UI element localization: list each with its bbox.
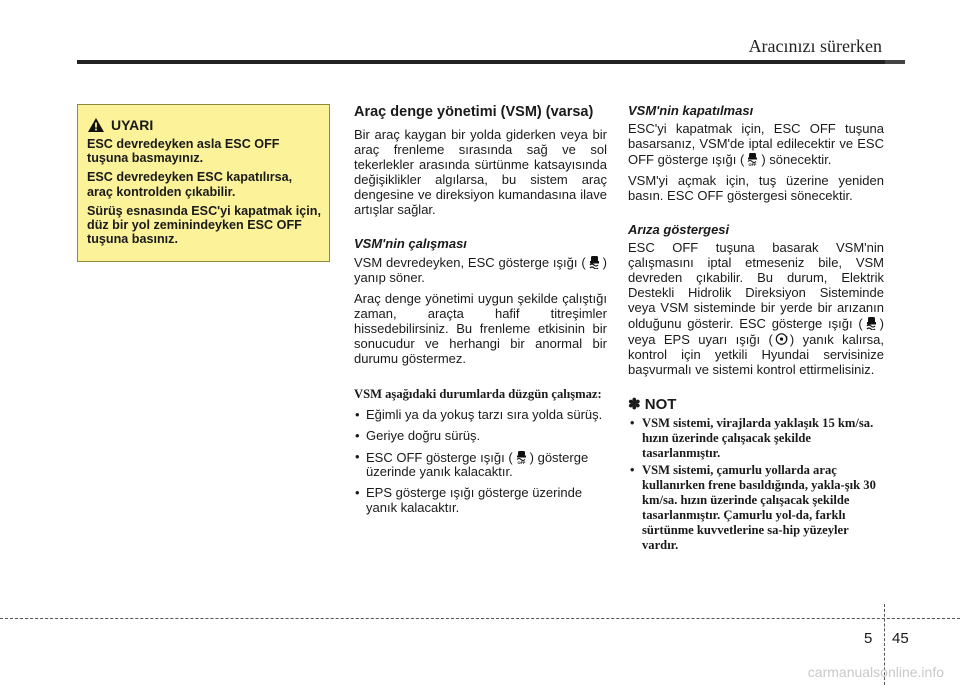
operation-paragraph-2: Araç denge yönetimi uygun şekilde çalıştığı zaman, araçta hafif titreşimler hissedebilirsiniz. Bu frenleme etkisinin bir sonucudur ve herhangi bir anormal bir durumu göstermez. (354, 291, 607, 366)
warning-heading (87, 117, 321, 133)
conditions-heading: VSM aşağıdaki durumlarda düzgün çalışmaz: (354, 386, 602, 401)
operation-paragraph-1 (354, 255, 607, 286)
note-title: ✽ NOT (628, 395, 677, 413)
warning-paragraph: ESC devredeyken asla ESC OFF tuşuna basmayınız. (87, 137, 280, 166)
header-title: Aracınızı sürerken (748, 36, 882, 56)
fault-heading: Arıza göstergesi (628, 222, 730, 238)
page-number: 45 (892, 630, 909, 647)
footer-rule (0, 618, 960, 619)
fault-paragraph: ESC OFF tuşuna basarak VSM'nin çalışmasını iptal etmeseniz bile, VSM devreden çıkabilir. Bu durum, Elektrik Destekli Hidrolik Direksiyon Sisteminde veya VSM sisteminde bir yerde bir arızanın olduğunu gösterir. ESC gösterge ışığı ( ) veya EPS uyarı ışığı ( ) yanık kalırsa, kontrol için yetkili Hyundai servisinize başvurmalı ve sistemi kontrol ettirmelisiniz. (628, 240, 884, 377)
chapter-number: 5 (864, 630, 873, 647)
esc-off-indicator-icon (515, 450, 528, 464)
esc-indicator-icon (588, 255, 601, 269)
operation-text-post: ) yanıp söner. (354, 255, 607, 286)
esc-indicator-icon (865, 316, 878, 330)
warning-title: UYARI (111, 117, 154, 133)
conditions-list (354, 408, 607, 516)
warning-paragraph: ESC devredeyken ESC kapatılırsa, araç kontrolden çıkabilir. (87, 170, 293, 199)
list-item: • ESC OFF gösterge ışığı ( OFF ) gösterge üzerinde yanık kalacaktır. (354, 450, 607, 481)
off-paragraph-2: VSM'yi açmak için, tuş üzerine yeniden basın. ESC OFF göstergesi sönecektir. (628, 172, 884, 203)
svg-text:OFF: OFF (748, 161, 757, 166)
intro-paragraph: Bir araç kaygan bir yolda giderken veya bir araç frenleme sırasında sağ ve sol tekerlekler arasında sürtünme katsayısında değişiklikler algılarsa, bu sistem araç dengesine ve direksiyon kumandasına ilave artışlar sağlar. (354, 127, 607, 217)
list-item: • VSM sistemi, virajlarda yaklaşık 15 km/sa. hızın üzerinde çalışacak şekilde tasarlanmıştır. (628, 416, 884, 461)
svg-text:OFF: OFF (517, 459, 526, 464)
list-item: • VSM sistemi, çamurlu yollarda araç kullanırken frene basıldığında, yakla-şık 30 km/sa. hızın üzerinde çalışacak şekilde tasarlanmıştır. Çamurlu yol-da, farklı sürtünme kuvvetlerine sa-hip yüzeyler vardır. (628, 463, 884, 553)
operation-heading: VSM'nin çalışması (354, 236, 467, 252)
esc-off-indicator-icon (746, 152, 759, 166)
list-item: • EPS gösterge ışığı gösterge üzerinde yanık kalacaktır. (354, 486, 607, 516)
warning-box (77, 104, 330, 262)
warning-triangle-icon (87, 117, 105, 133)
note-list (628, 416, 884, 553)
eps-warning-icon (775, 332, 788, 346)
section-title: Araç denge yönetimi (VSM) (varsa) (354, 104, 594, 120)
warning-paragraph: Sürüş esnasında ESC'yi kapatmak için, düz bir yol zeminindeyken ESC OFF tuşuna basınız. (87, 203, 321, 247)
list-item: • Eğimli ya da yokuş tarzı sıra yolda sürüş. (354, 408, 607, 423)
header-rule (77, 60, 885, 64)
watermark: carmanualsonline.info (807, 664, 944, 680)
operation-text-pre: VSM devredeyken, ESC gösterge ışığı ( (354, 255, 586, 271)
middle-column (354, 104, 607, 522)
off-paragraph-1: ESC'yi kapatmak için, ESC OFF tuşuna basarsanız, VSM'de iptal edilecektir ve ESC OFF gösterge ışığı ( OFF ) sönecektir. (628, 120, 884, 167)
off-heading: VSM'nin kapatılması (628, 103, 754, 118)
list-item: • Geriye doğru sürüş. (354, 429, 607, 444)
right-column (628, 104, 884, 555)
